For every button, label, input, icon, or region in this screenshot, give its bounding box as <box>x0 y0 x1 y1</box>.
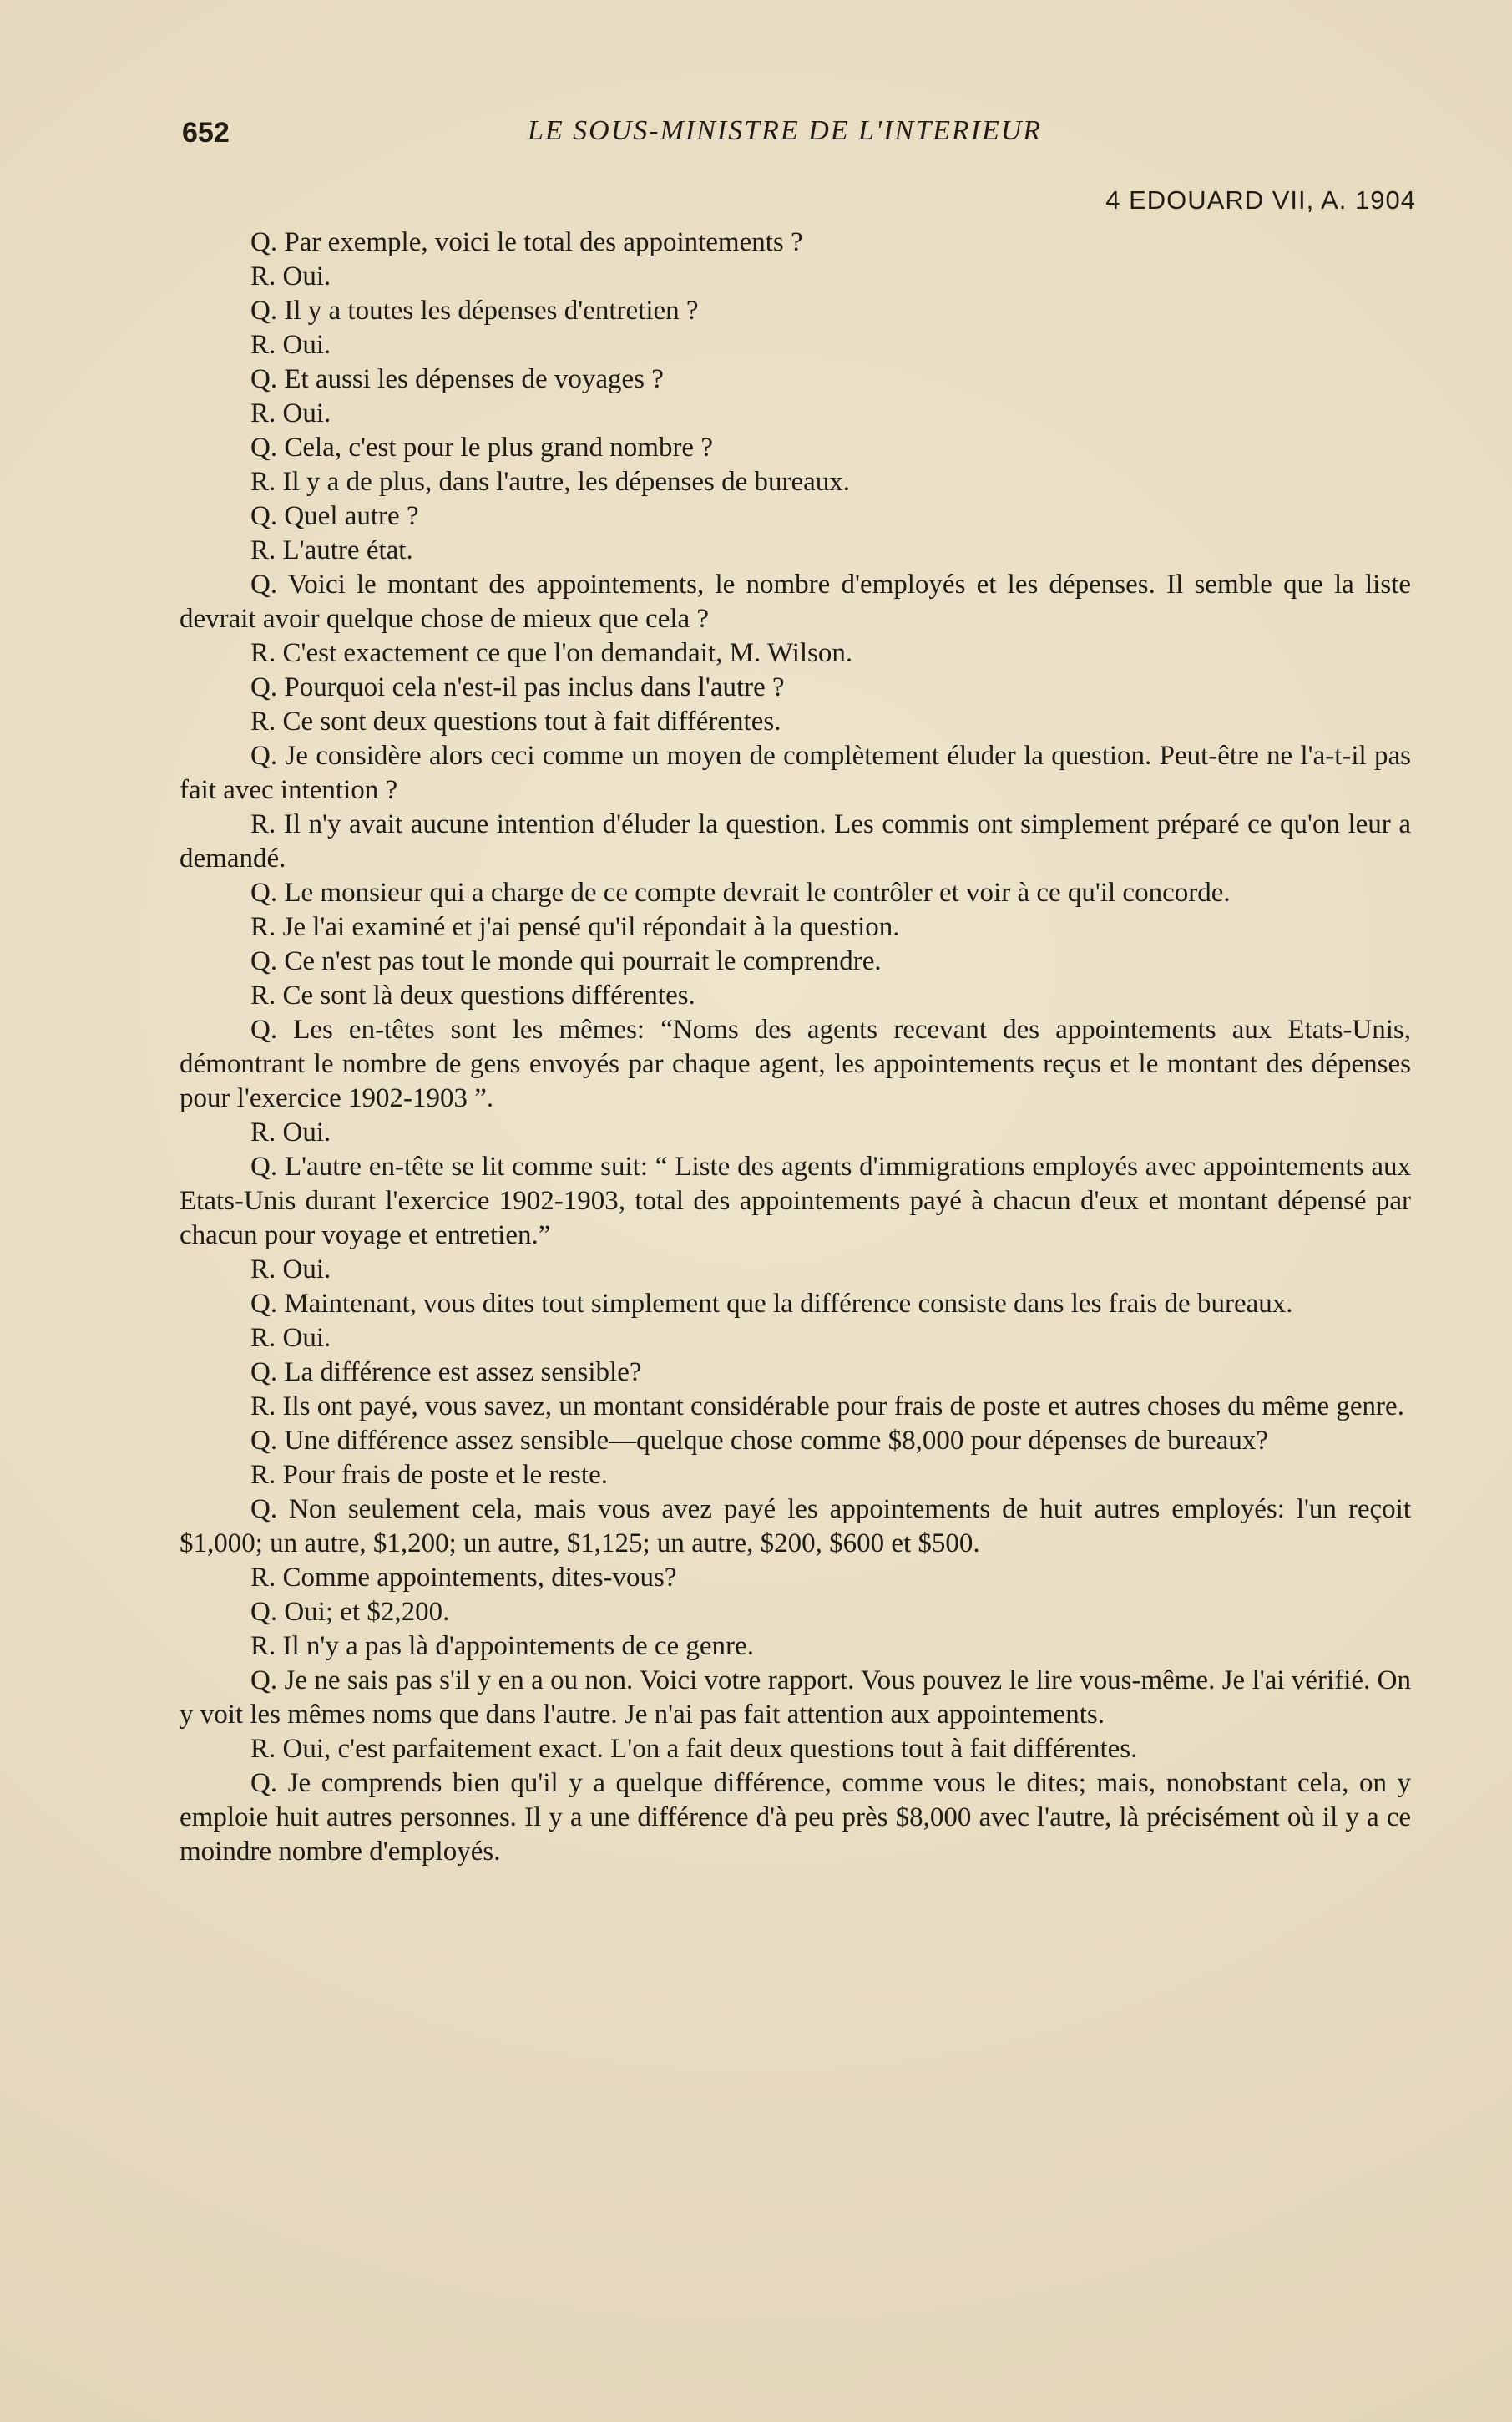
paragraph-text: L'autre état. <box>282 535 413 565</box>
speaker-label: R. <box>250 912 276 942</box>
testimony-paragraph <box>180 1732 1411 1766</box>
speaker-label: Q. <box>250 1289 278 1319</box>
testimony-paragraph <box>180 1595 1411 1629</box>
paragraph-text: Oui, c'est parfaitement exact. L'on a fait deux questions tout à fait différentes. <box>282 1734 1138 1764</box>
paragraph-text: Non seulement cela, mais vous avez payé les appointements de huit autres employés: l'un reçoit $1,000; un autre, $1,200; un autre, $1,125; un autre, $200, $600 et $500. <box>180 1494 1411 1558</box>
speaker-label: R. <box>250 980 276 1011</box>
paragraph-text: Pourquoi cela n'est-il pas inclus dans l'autre ? <box>284 672 785 702</box>
paragraph-text: Je l'ai examiné et j'ai pensé qu'il répondait à la question. <box>282 912 900 942</box>
testimony-paragraph <box>180 1390 1411 1424</box>
paragraph-text: Il y a toutes les dépenses d'entretien ? <box>284 296 699 326</box>
testimony-paragraph <box>180 1458 1411 1492</box>
paragraph-text: Je considère alors ceci comme un moyen de complètement éluder la question. Peut-être ne l'a-t-il pas fait avec intention ? <box>180 741 1412 805</box>
paragraph-text: Une différence assez sensible—quelque chose comme $8,000 pour dépenses de bureaux? <box>284 1426 1269 1456</box>
page-number: 652 <box>182 117 230 149</box>
testimony-paragraph <box>180 568 1411 636</box>
testimony-paragraph <box>180 1664 1411 1732</box>
testimony-paragraph <box>180 431 1411 465</box>
paragraph-text: Oui; et $2,200. <box>284 1597 450 1627</box>
testimony-paragraph <box>180 910 1411 945</box>
speaker-label: Q. <box>250 741 278 771</box>
paragraph-text: Oui. <box>282 1323 331 1353</box>
testimony-paragraph <box>180 1013 1411 1116</box>
testimony-paragraph <box>180 636 1411 671</box>
speaker-label: R. <box>250 398 276 428</box>
testimony-paragraph <box>180 499 1411 534</box>
speaker-label: R. <box>250 1391 276 1421</box>
testimony-paragraph <box>180 1287 1411 1321</box>
paragraph-text: Oui. <box>282 261 331 291</box>
testimony-paragraph <box>180 1321 1411 1355</box>
paragraph-text: Maintenant, vous dites tout simplement que la différence consiste dans les frais de bureaux. <box>284 1289 1293 1319</box>
speaker-label: Q. <box>250 878 278 908</box>
testimony-paragraph <box>180 705 1411 739</box>
paragraph-text: Il y a de plus, dans l'autre, les dépenses de bureaux. <box>282 467 850 497</box>
testimony-paragraph <box>180 1766 1411 1869</box>
testimony-paragraph <box>180 328 1411 362</box>
speaker-label: Q. <box>250 570 278 600</box>
speaker-label: Q. <box>250 364 278 394</box>
speaker-label: R. <box>250 1631 276 1661</box>
speaker-label: Q. <box>250 1665 278 1695</box>
paragraph-text: Oui. <box>282 1117 331 1148</box>
paragraph-text: Oui. <box>282 330 331 360</box>
testimony-paragraph <box>180 739 1411 808</box>
speaker-label: Q. <box>250 1597 278 1627</box>
speaker-label: Q. <box>250 433 278 463</box>
paragraph-text: C'est exactement ce que l'on demandait, M. Wilson. <box>282 638 853 668</box>
paragraph-text: Ils ont payé, vous savez, un montant considérable pour frais de poste et autres choses du même genre. <box>282 1391 1404 1421</box>
testimony-paragraph <box>180 1561 1411 1595</box>
testimony-paragraph <box>180 1253 1411 1287</box>
paragraph-text: Je comprends bien qu'il y a quelque différence, comme vous le dites; mais, nonobstant cela, on y emploie huit autres personnes. Il y a une différence d'à peu près $8,000 avec l'autre, là précisément où il y a ce moindre nombre d'employés. <box>180 1768 1411 1867</box>
speaker-label: R. <box>250 1117 276 1148</box>
paragraph-text: Et aussi les dépenses de voyages ? <box>284 364 664 394</box>
testimony-paragraph <box>180 294 1411 328</box>
testimony-paragraph <box>180 808 1411 876</box>
speaker-label: Q. <box>250 227 278 257</box>
paragraph-text: Comme appointements, dites-vous? <box>282 1563 677 1593</box>
speaker-label: Q. <box>250 1768 278 1798</box>
testimony-paragraph <box>180 876 1411 910</box>
testimony-paragraph <box>180 979 1411 1013</box>
paragraph-text: Les en-têtes sont les mêmes: “Noms des agents recevant des appointements aux Etats-Unis, démontrant le nombre de gens envoyés par chaque agent, les appointements reçus et le montant des dépenses pour l'exercice 1902-1903 ”. <box>180 1015 1411 1113</box>
speaker-label: R. <box>250 638 276 668</box>
paragraph-text: La différence est assez sensible? <box>284 1357 642 1387</box>
speaker-label: R. <box>250 330 276 360</box>
running-head: LE SOUS-MINISTRE DE L'INTERIEUR <box>528 115 1043 146</box>
speaker-label: Q. <box>250 1152 278 1182</box>
paragraph-text: Voici le montant des appointements, le nombre d'employés et les dépenses. Il semble que la liste devrait avoir quelque chose de mieux que cela ? <box>180 570 1412 634</box>
speaker-label: Q. <box>250 501 278 531</box>
paragraph-text: Il n'y a pas là d'appointements de ce genre. <box>282 1631 754 1661</box>
speaker-label: Q. <box>250 1426 278 1456</box>
speaker-label: Q. <box>250 946 278 976</box>
testimony-paragraph <box>180 225 1411 260</box>
testimony-paragraph <box>180 465 1411 499</box>
speaker-label: R. <box>250 1254 276 1284</box>
testimony-paragraph <box>180 1355 1411 1390</box>
speaker-label: Q. <box>250 296 278 326</box>
speaker-label: R. <box>250 707 276 737</box>
paragraph-text: Oui. <box>282 398 331 428</box>
speaker-label: R. <box>250 1734 276 1764</box>
speaker-label: Q. <box>250 1494 278 1524</box>
paragraph-text: L'autre en-tête se lit comme suit: “ Liste des agents d'immigrations employés avec appointements aux Etats-Unis durant l'exercice 1902-1903, total des appointements payé à chacun d'eux et montant dépensé par chacun pour voyage et entretien.” <box>180 1152 1411 1250</box>
paragraph-text: Pour frais de poste et le reste. <box>282 1460 608 1490</box>
speaker-label: R. <box>250 1563 276 1593</box>
paragraph-text: Par exemple, voici le total des appointements ? <box>284 227 803 257</box>
testimony-body <box>180 225 1411 1869</box>
testimony-paragraph <box>180 1492 1411 1561</box>
testimony-paragraph <box>180 260 1411 294</box>
testimony-paragraph <box>180 1116 1411 1150</box>
speaker-label: R. <box>250 1323 276 1353</box>
session-line: 4 EDOUARD VII, A. 1904 <box>1105 185 1416 215</box>
testimony-paragraph <box>180 397 1411 431</box>
testimony-paragraph <box>180 1629 1411 1664</box>
testimony-paragraph <box>180 1150 1411 1253</box>
testimony-paragraph <box>180 671 1411 705</box>
speaker-label: R. <box>250 809 276 839</box>
testimony-paragraph <box>180 362 1411 397</box>
paragraph-text: Le monsieur qui a charge de ce compte devrait le contrôler et voir à ce qu'il concorde. <box>284 878 1231 908</box>
testimony-paragraph <box>180 1424 1411 1458</box>
paragraph-text: Cela, c'est pour le plus grand nombre ? <box>284 433 713 463</box>
speaker-label: R. <box>250 535 276 565</box>
speaker-label: Q. <box>250 1015 278 1045</box>
paragraph-text: Je ne sais pas s'il y en a ou non. Voici votre rapport. Vous pouvez le lire vous-même. Je l'ai vérifié. On y voit les mêmes noms que dans l'autre. Je n'ai pas fait attention aux appointements. <box>180 1665 1411 1730</box>
paragraph-text: Ce sont deux questions tout à fait différentes. <box>282 707 781 737</box>
paragraph-text: Ce sont là deux questions différentes. <box>282 980 695 1011</box>
speaker-label: R. <box>250 1460 276 1490</box>
paragraph-text: Ce n'est pas tout le monde qui pourrait le comprendre. <box>284 946 882 976</box>
paragraph-text: Il n'y avait aucune intention d'éluder la question. Les commis ont simplement préparé ce qu'on leur a demandé. <box>180 809 1411 874</box>
speaker-label: R. <box>250 467 276 497</box>
speaker-label: Q. <box>250 672 278 702</box>
paragraph-text: Quel autre ? <box>284 501 419 531</box>
speaker-label: Q. <box>250 1357 278 1387</box>
testimony-paragraph <box>180 945 1411 979</box>
speaker-label: R. <box>250 261 276 291</box>
testimony-paragraph <box>180 534 1411 568</box>
paragraph-text: Oui. <box>282 1254 331 1284</box>
